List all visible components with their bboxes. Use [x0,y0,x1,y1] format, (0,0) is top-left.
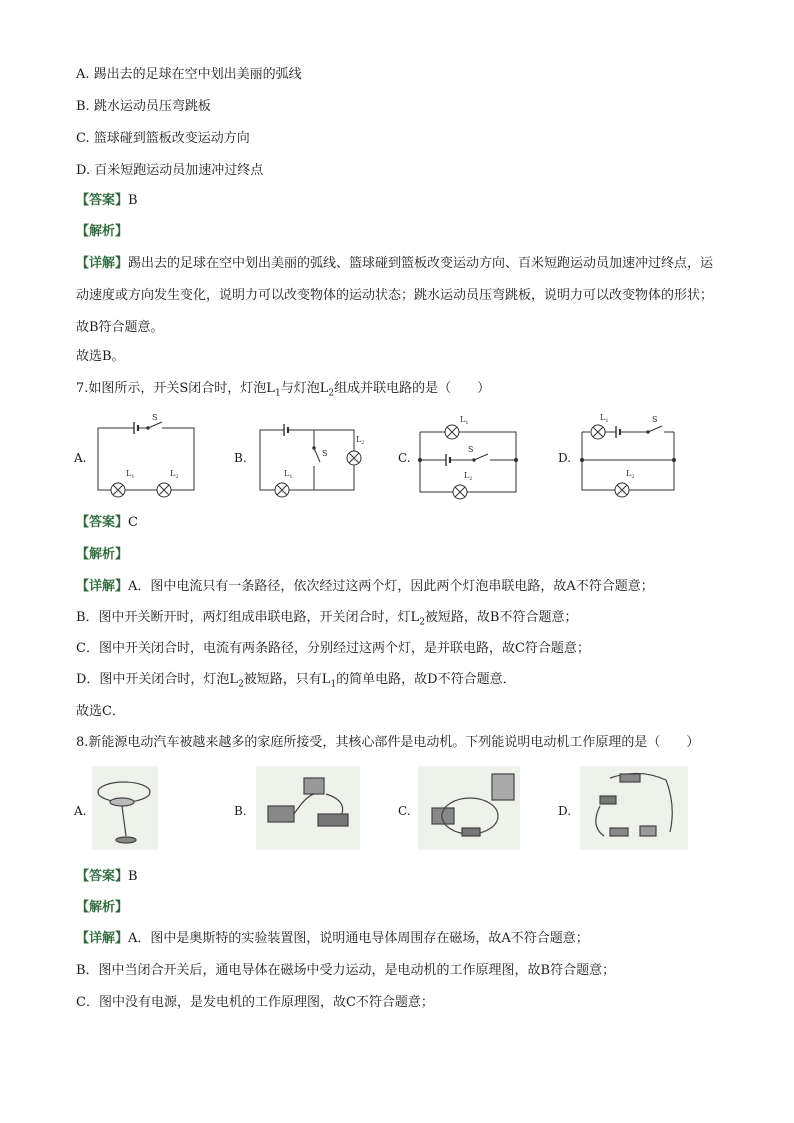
circuit-b-diagram [258,414,365,498]
q7-label-a: A. [74,451,87,465]
detail-tag: 【详解】 [76,931,129,946]
q8-photo-b-motor-apparatus [256,766,360,850]
q7-detail-1 [76,578,654,596]
q6-option-d: D. 百米短跑运动员加速冲过终点 [76,163,264,178]
circuit-c-l2-label: $L_2$ [464,471,473,482]
q7-stem-post: 组成并联电路的是（ ） [334,381,491,396]
q7-d2-sub: 2 [419,617,425,628]
q8-analysis-tag [76,899,128,917]
q7-answer [76,514,138,532]
q7-d4-sub2: 1 [330,679,337,690]
q7-detail-4 [76,671,516,694]
q7-d4-mid: 被短路，只有L [243,672,331,687]
q8-detail-2: B．图中当闭合开关后，通电导体在磁场中受力运动，是电动机的工作原理图，故B符合题意； [76,963,616,978]
circuit-a-diagram [96,414,196,498]
q7-analysis-tag [76,546,128,564]
circuit-c-diagram [420,414,520,498]
q7-d4-pre: D．图中开关闭合时，灯泡L [76,672,239,687]
q6-answer [76,192,138,210]
detail-text: 踢出去的足球在空中划出美丽的弧线、篮球碰到篮板改变运动方向、百米短跑运动员加速冲过终点，运动速度或方向发生变化，说明力可以改变物体的运动状态；跳水运动员压弯跳板，说明力可以改变物体的形状；故B符合题意。 [76,256,714,335]
q7-d4-post: 的简单电路，故D不符合题意． [336,672,516,687]
answer-tag: 【答案】 [76,515,129,530]
circuit-a-l2-label: $L_2$ [170,469,179,480]
q8-detail-3: C．图中没有电源，是发电机的工作原理图，故C不符合题意； [76,995,434,1010]
answer-value: B [128,869,138,884]
answer-tag: 【答案】 [76,869,129,884]
q8-detail-1 [76,930,589,948]
q7-sub1: 1 [274,388,281,399]
detail-text: A．图中电流只有一条路径，依次经过这两个灯，因此两个灯泡串联电路，故A不符合题意； [128,579,654,594]
circuit-d-diagram [582,414,682,498]
q7-detail-2 [76,609,577,632]
q8-photo-a-oersted-apparatus [92,766,158,850]
analysis-tag: 【解析】 [76,900,129,915]
circuit-b-l2-label: $L_2$ [356,435,365,446]
detail-tag: 【详解】 [76,579,129,594]
q7-stem [76,380,490,403]
q7-conclusion: 故选C． [76,704,125,719]
q6-option-a: A. 踢出去的足球在空中划出美丽的弧线 [76,67,302,82]
detail-text: A．图中是奥斯特的实验装置图，说明通电导体周围存在磁场，故A不符合题意； [128,931,589,946]
circuit-c-switch-label: S [468,445,474,454]
q8-photo-d-circuit-apparatus [580,766,688,850]
circuit-d-switch-label: S [652,415,658,424]
q7-d2-post: 被短路，故B不符合题意； [424,610,578,625]
q7-stem-pre: 7.如图所示，开关S闭合时，灯泡L [76,381,275,396]
q7-label-b: B. [234,451,247,465]
q7-d2-pre: B．图中开关断开时，两灯组成串联电路，开关闭合时，灯L [76,610,420,625]
q8-label-d: D. [558,804,572,818]
detail-tag: 【详解】 [76,256,129,271]
circuit-b-l1-label: $L_1$ [284,469,293,480]
circuit-a-switch-label: S [152,413,158,422]
q6-detail [76,248,722,344]
q7-label-c: C. [398,451,411,465]
circuit-d-l1-label: $L_1$ [600,413,609,424]
q7-d4-sub1: 2 [238,679,244,690]
answer-tag: 【答案】 [76,193,129,208]
q7-sub2: 2 [328,388,335,399]
answer-value: B [128,193,138,208]
q6-option-c: C. 篮球碰到篮板改变运动方向 [76,131,250,146]
answer-value: C [128,515,138,530]
q6-analysis-tag [76,223,128,241]
q8-label-a: A. [74,804,87,818]
q7-label-d: D. [558,451,572,465]
circuit-d-l2-label: $L_2$ [626,469,635,480]
q8-label-c: C. [398,804,411,818]
q8-stem: 8.新能源电动汽车被越来越多的家庭所接受，其核心部件是电动机。下列能说明电动机工作原理的是（ ） [76,735,700,750]
circuit-b-switch-label: S [322,449,328,458]
q8-answer [76,868,138,886]
q8-label-b: B. [234,804,247,818]
analysis-tag: 【解析】 [76,547,129,562]
circuit-c-l1-label: $L_1$ [460,415,469,426]
q7-stem-mid: 与灯泡L [280,381,329,396]
circuit-a-l1-label: $L_1$ [126,469,135,480]
q6-option-b: B. 跳水运动员压弯跳板 [76,99,211,114]
q6-conclusion: 故选B。 [76,349,125,364]
analysis-tag: 【解析】 [76,224,129,239]
q7-detail-3: C．图中开关闭合时，电流有两条路径，分别经过这两个灯，是并联电路，故C符合题意； [76,641,590,656]
q8-photo-c-generator-apparatus [418,766,520,850]
